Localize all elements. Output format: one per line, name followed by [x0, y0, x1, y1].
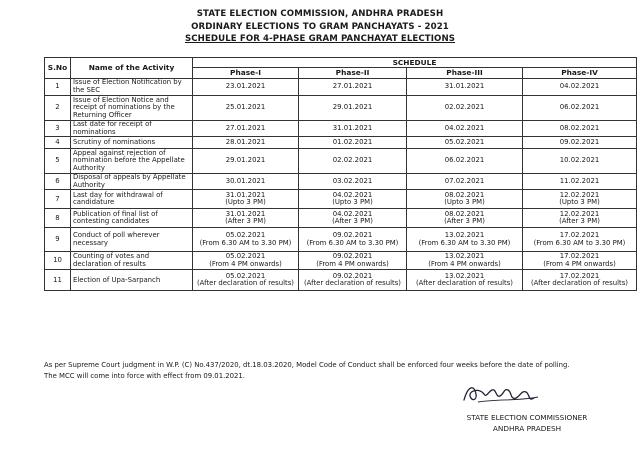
phase-note: (Upto 3 PM): [444, 198, 485, 207]
col-header-sno: S.No: [45, 58, 71, 79]
row-phase-cell: [299, 96, 407, 121]
row-phase-cell: [193, 252, 299, 270]
row-phase-cell: [193, 270, 299, 291]
phase-date: 09.02.2021: [332, 252, 373, 261]
row-sno: 3: [45, 121, 71, 137]
footnote-line: As per Supreme Court judgment in W.P. (C) No.437/2020, dt.18.03.2020, Model Code of Conduct shall be enforced four weeks before the date of polling.: [44, 361, 570, 369]
schedule-table: [44, 57, 637, 291]
row-phase-cell: [299, 174, 407, 190]
col-header-phase: Phase-III: [407, 68, 523, 79]
header-title: STATE ELECTION COMMISSION, ANDHRA PRADESH: [196, 9, 444, 19]
phase-date: 02.02.2021: [444, 103, 485, 112]
row-sno: 4: [45, 137, 71, 149]
phase-note: (After declaration of results): [196, 279, 294, 288]
footnote: [44, 360, 634, 381]
phase-date: 27.01.2021: [225, 123, 266, 132]
phase-date: 04.02.2021: [332, 209, 373, 218]
phase-date: 04.02.2021: [444, 123, 485, 132]
row-activity: Conduct of poll wherever necessary: [71, 228, 193, 252]
phase-note: (From 6.30 AM to 3.30 PM): [306, 238, 399, 247]
phase-note: (After 3 PM): [332, 217, 373, 226]
phase-date: 08.02.2021: [444, 190, 485, 199]
row-phase-cell: [299, 79, 407, 96]
phase-date: 31.01.2021: [444, 82, 485, 91]
row-phase-cell: [193, 174, 299, 190]
phase-date: 03.02.2021: [332, 176, 373, 185]
phase-date: 05.02.2021: [225, 231, 266, 240]
row-sno: 6: [45, 174, 71, 190]
col-header-phase: Phase-I: [193, 68, 299, 79]
phase-date: 17.02.2021: [559, 231, 600, 240]
row-sno: 11: [45, 270, 71, 291]
row-phase-cell: [193, 190, 299, 209]
table-row: [45, 252, 637, 270]
phase-note: (After declaration of results): [530, 279, 628, 288]
row-phase-cell: [523, 149, 637, 174]
row-activity: Election of Upa-Sarpanch: [71, 270, 193, 291]
document-header: [0, 8, 640, 46]
phase-date: 13.02.2021: [444, 231, 485, 240]
row-phase-cell: [523, 79, 637, 96]
row-phase-cell: [193, 121, 299, 137]
phase-note: (Upto 3 PM): [332, 198, 373, 207]
phase-date: 08.02.2021: [444, 209, 485, 218]
phase-date: 04.02.2021: [559, 82, 600, 91]
signatory-designation: STATE ELECTION COMMISSIONER: [466, 413, 588, 422]
table-header-row: [45, 58, 637, 68]
row-phase-cell: [299, 252, 407, 270]
phase-date: 06.02.2021: [444, 156, 485, 165]
row-phase-cell: [193, 149, 299, 174]
row-activity: Publication of final list of contesting candidates: [71, 209, 193, 228]
schedule-body: [45, 79, 637, 291]
row-activity: Appeal against rejection of nomination before the Appellate Authority: [71, 149, 193, 174]
row-activity: Issue of Election Notification by the SEC: [71, 79, 193, 96]
table-row: [45, 190, 637, 209]
phase-date: 06.02.2021: [559, 103, 600, 112]
phase-date: 05.02.2021: [444, 137, 485, 146]
row-phase-cell: [299, 137, 407, 149]
row-phase-cell: [299, 228, 407, 252]
row-sno: 7: [45, 190, 71, 209]
row-phase-cell: [299, 270, 407, 291]
table-row: [45, 209, 637, 228]
row-phase-cell: [193, 96, 299, 121]
phase-note: (From 4 PM onwards): [209, 259, 282, 268]
phase-date: 12.02.2021: [559, 209, 600, 218]
row-phase-cell: [523, 174, 637, 190]
phase-date: 17.02.2021: [559, 252, 600, 261]
phase-note: (After 3 PM): [444, 217, 485, 226]
row-activity: Last date for receipt of nominations: [71, 121, 193, 137]
row-phase-cell: [523, 228, 637, 252]
phase-note: (From 6.30 AM to 3.30 PM): [533, 238, 626, 247]
col-header-activity: Name of the Activity: [71, 58, 193, 79]
phase-note: (After 3 PM): [225, 217, 266, 226]
phase-note: (Upto 3 PM): [559, 198, 600, 207]
table-row: [45, 137, 637, 149]
signatory-block: [432, 412, 622, 434]
phase-date: 31.01.2021: [332, 123, 373, 132]
table-row: [45, 149, 637, 174]
row-sno: 5: [45, 149, 71, 174]
footnote-line: The MCC will come into force with effect from 09.01.2021.: [44, 371, 245, 380]
phase-date: 09.02.2021: [332, 231, 373, 240]
phase-date: 13.02.2021: [444, 271, 485, 280]
table-row: [45, 228, 637, 252]
row-activity: Scrutiny of nominations: [71, 137, 193, 149]
phase-date: 31.01.2021: [225, 190, 266, 199]
phase-note: (From 6.30 AM to 3.30 PM): [199, 238, 292, 247]
col-header-phase: Phase-IV: [523, 68, 637, 79]
phase-date: 02.02.2021: [332, 156, 373, 165]
row-sno: 2: [45, 96, 71, 121]
row-phase-cell: [299, 149, 407, 174]
row-activity: Last day for withdrawal of candidature: [71, 190, 193, 209]
header-schedule-title: SCHEDULE FOR 4-PHASE GRAM PANCHAYAT ELECTIONS: [184, 34, 456, 44]
row-phase-cell: [407, 190, 523, 209]
phase-date: 07.02.2021: [444, 176, 485, 185]
phase-date: 30.01.2021: [225, 176, 266, 185]
row-sno: 9: [45, 228, 71, 252]
phase-note: (From 4 PM onwards): [428, 259, 501, 268]
phase-date: 23.01.2021: [225, 82, 266, 91]
row-phase-cell: [193, 228, 299, 252]
table-row: [45, 121, 637, 137]
row-phase-cell: [523, 190, 637, 209]
phase-date: 31.01.2021: [225, 209, 266, 218]
phase-date: 12.02.2021: [559, 190, 600, 199]
row-phase-cell: [523, 121, 637, 137]
row-phase-cell: [407, 252, 523, 270]
row-phase-cell: [193, 137, 299, 149]
signature-icon: [458, 380, 548, 408]
row-phase-cell: [407, 270, 523, 291]
row-phase-cell: [523, 137, 637, 149]
row-phase-cell: [407, 96, 523, 121]
table-row: [45, 79, 637, 96]
phase-date: 17.02.2021: [559, 271, 600, 280]
phase-note: (After declaration of results): [415, 279, 513, 288]
col-header-schedule: SCHEDULE: [193, 58, 637, 68]
row-phase-cell: [523, 270, 637, 291]
table-row: [45, 174, 637, 190]
phase-note: (From 4 PM onwards): [543, 259, 616, 268]
phase-date: 09.02.2021: [332, 271, 373, 280]
table-row: [45, 96, 637, 121]
phase-date: 10.02.2021: [559, 156, 600, 165]
phase-date: 05.02.2021: [225, 271, 266, 280]
row-phase-cell: [407, 228, 523, 252]
row-phase-cell: [523, 209, 637, 228]
row-phase-cell: [407, 121, 523, 137]
row-activity: Disposal of appeals by Appellate Authority: [71, 174, 193, 190]
phase-date: 11.02.2021: [559, 176, 600, 185]
phase-date: 01.02.2021: [332, 137, 373, 146]
phase-date: 04.02.2021: [332, 190, 373, 199]
phase-date: 29.01.2021: [332, 103, 373, 112]
row-phase-cell: [407, 137, 523, 149]
row-phase-cell: [193, 79, 299, 96]
row-phase-cell: [407, 79, 523, 96]
row-phase-cell: [407, 149, 523, 174]
phase-date: 13.02.2021: [444, 252, 485, 261]
phase-note: (After declaration of results): [303, 279, 401, 288]
phase-date: 09.02.2021: [559, 137, 600, 146]
row-phase-cell: [299, 209, 407, 228]
phase-note: (From 4 PM onwards): [316, 259, 389, 268]
col-header-phase: Phase-II: [299, 68, 407, 79]
phase-date: 29.01.2021: [225, 156, 266, 165]
row-phase-cell: [299, 190, 407, 209]
header-subtitle: ORDINARY ELECTIONS TO GRAM PANCHAYATS - 2021: [191, 21, 449, 32]
row-sno: 10: [45, 252, 71, 270]
row-activity: Issue of Election Notice and receipt of nominations by the Returning Officer: [71, 96, 193, 121]
row-phase-cell: [407, 174, 523, 190]
phase-date: 25.01.2021: [225, 103, 266, 112]
row-phase-cell: [193, 209, 299, 228]
row-sno: 1: [45, 79, 71, 96]
row-activity: Counting of votes and declaration of results: [71, 252, 193, 270]
phase-note: (From 6.30 AM to 3.30 PM): [418, 238, 511, 247]
phase-note: (Upto 3 PM): [225, 198, 266, 207]
row-sno: 8: [45, 209, 71, 228]
phase-date: 05.02.2021: [225, 252, 266, 261]
row-phase-cell: [407, 209, 523, 228]
signatory-state: ANDHRA PRADESH: [492, 424, 562, 433]
row-phase-cell: [523, 252, 637, 270]
phase-date: 28.01.2021: [225, 137, 266, 146]
row-phase-cell: [523, 96, 637, 121]
table-row: [45, 270, 637, 291]
phase-date: 27.01.2021: [332, 82, 373, 91]
phase-date: 08.02.2021: [559, 123, 600, 132]
phase-note: (After 3 PM): [559, 217, 600, 226]
row-phase-cell: [299, 121, 407, 137]
